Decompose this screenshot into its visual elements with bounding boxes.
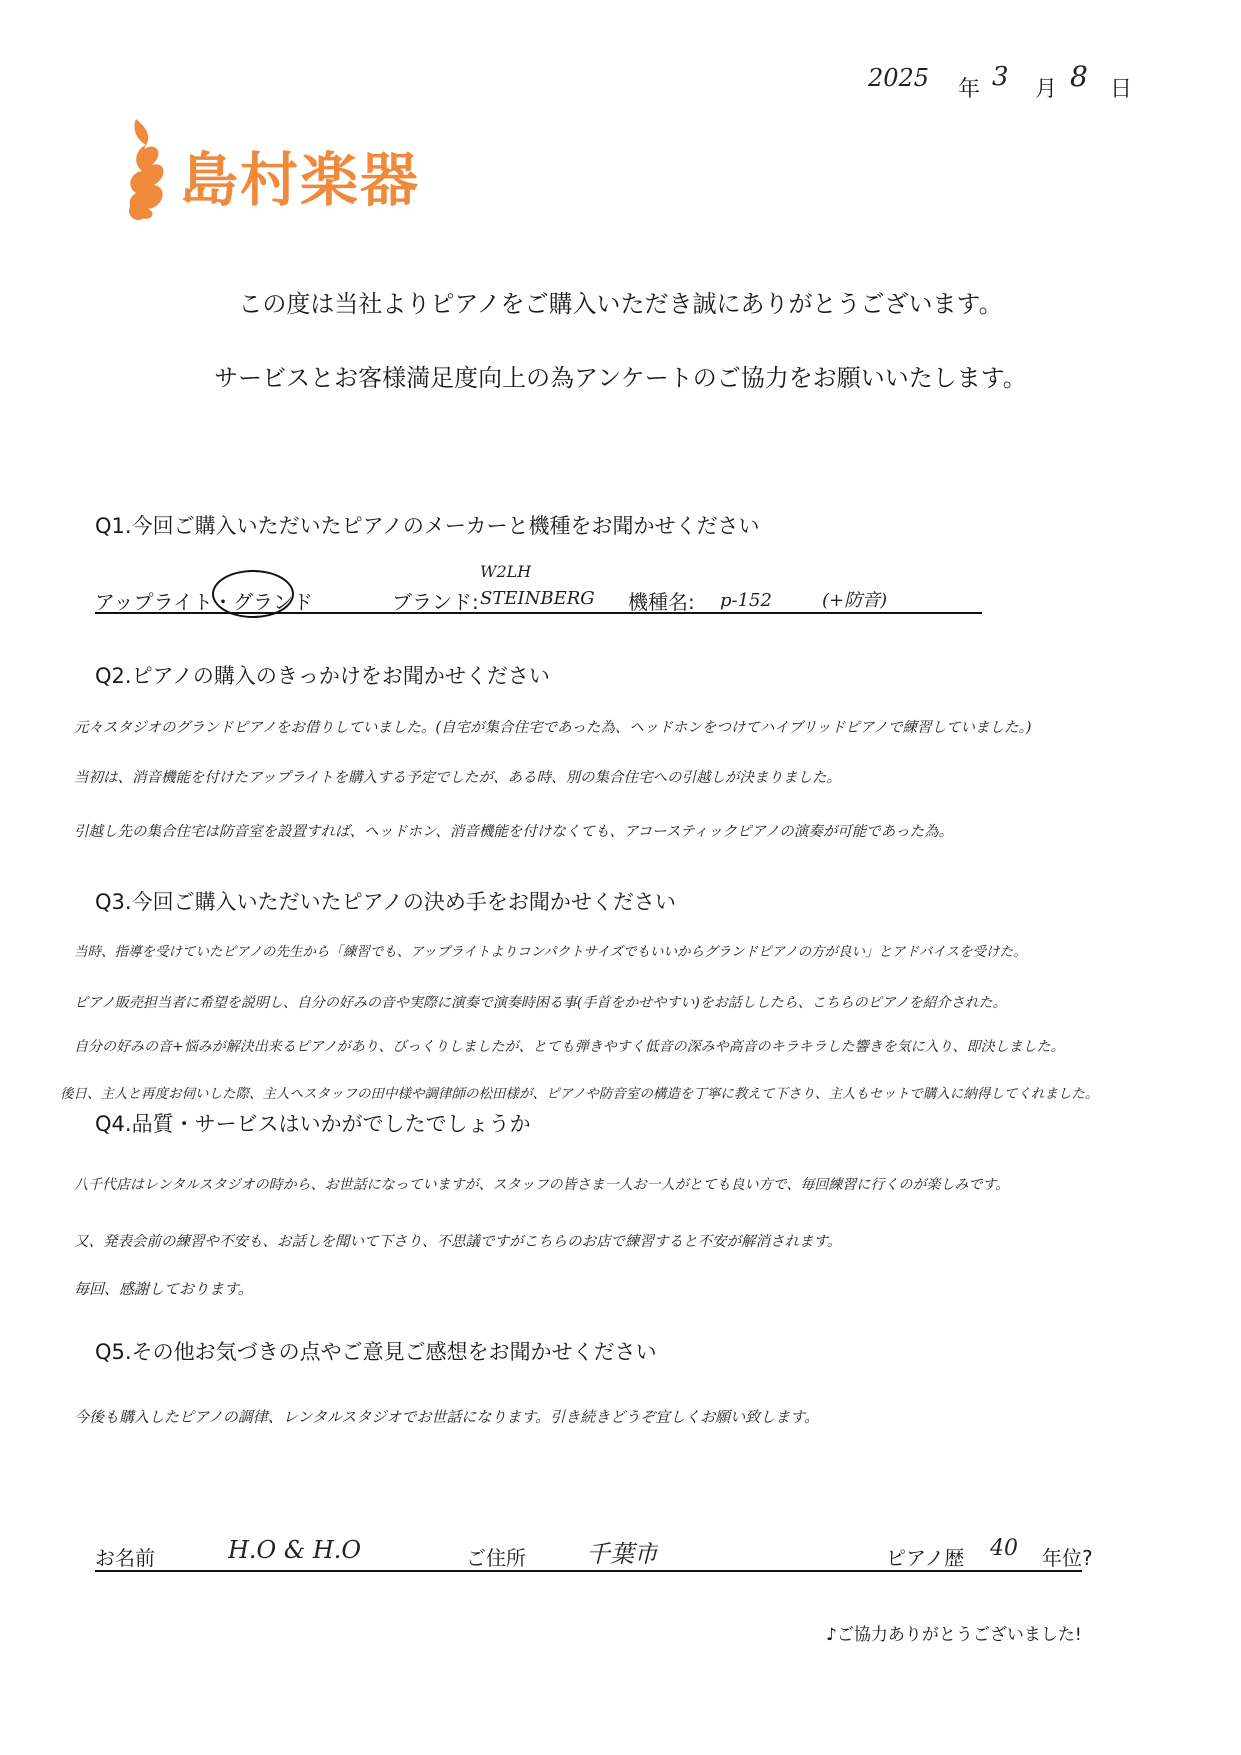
- thanks-note: ♪ご協力ありがとうございました!: [826, 1625, 1082, 1645]
- address-label: ご住所: [466, 1546, 526, 1570]
- q2-answer: 元々スタジオのグランドピアノをお借りしていました。(自宅が集合住宅であった為、ヘッドホンをつけてハイブリッドピアノで練習していました。): [74, 720, 1032, 736]
- piano-history-unit: 年位?: [1042, 1546, 1093, 1570]
- piano-history-value: 40: [990, 1536, 1018, 1561]
- q1-brand-value-top: W2LH: [480, 562, 532, 581]
- q4-answer: 又、発表会前の練習や不安も、お話しを聞いて下さり、不思議ですがこちらのお店で練習すると不安が解消されます。: [74, 1234, 842, 1250]
- q3-answer: 当時、指導を受けていたピアノの先生から「練習でも、アップライトよりコンパクトサイズでもいいからグランドピアノの方が良い」とアドバイスを受けた。: [74, 944, 1027, 960]
- q1-model-value: p-152: [720, 590, 772, 611]
- q3-answer: ピアノ販売担当者に希望を説明し、自分の好みの音や実際に演奏で演奏時困る事(手首をかせやすい)をお話ししたら、こちらのピアノを紹介された。: [74, 995, 1007, 1011]
- address-value: 千葉市: [586, 1540, 658, 1568]
- date-day-unit: 日: [1110, 77, 1133, 102]
- q1-type-label: アップライト・グランド: [95, 590, 313, 614]
- brand-name: 島村楽器: [180, 146, 421, 214]
- q5-answer: 今後も購入したピアノの調律、レンタルスタジオでお世話になります。引き続きどうぞ宜しくお願い致します。: [74, 1408, 819, 1426]
- q5-question: Q5.その他お気づきの点やご意見ご感想をお聞かせください: [95, 1340, 657, 1364]
- q1-question: Q1.今回ご購入いただいたピアノのメーカーと機種をお聞かせください: [95, 514, 760, 538]
- q1-brand-label: ブランド:: [392, 590, 479, 614]
- q2-answer: 当初は、消音機能を付けたアップライトを購入する予定でしたが、ある時、別の集合住宅への引越しが決まりました。: [74, 770, 842, 786]
- name-value: H.O & H.O: [228, 1536, 362, 1564]
- name-label: お名前: [95, 1546, 155, 1570]
- q4-answer: 八千代店はレンタルスタジオの時から、お世話になっていますが、スタッフの皆さま一人お一人がとても良い方で、毎回練習に行くのが楽しみです。: [74, 1177, 1010, 1193]
- shimamura-logo: [118, 115, 518, 225]
- intro-line-2: サービスとお客様満足度向上の為アンケートのご協力をお願いいたします。: [214, 364, 1027, 392]
- q3-answer: 自分の好みの音+悩みが解決出来るピアノがあり、びっくりしましたが、とても弾きやすく低音の深みや高音のキラキラした響きを気に入り、即決しました。: [74, 1039, 1065, 1055]
- q4-question: Q4.品質・サービスはいかがでしたでしょうか: [95, 1112, 531, 1136]
- q1-model-extra: (+防音): [822, 590, 888, 611]
- q3-question: Q3.今回ご購入いただいたピアノの決め手をお聞かせください: [95, 890, 676, 914]
- date-month-unit: 月: [1035, 77, 1058, 102]
- piano-history-label: ピアノ歴: [886, 1546, 965, 1570]
- q2-question: Q2.ピアノの購入のきっかけをお聞かせください: [95, 664, 550, 688]
- date-day: 8: [1070, 60, 1088, 93]
- q1-model-label: 機種名:: [628, 590, 695, 614]
- q4-answer: 毎回、感謝しております。: [74, 1280, 253, 1298]
- date-year: 2025: [868, 64, 930, 92]
- logo-mark-icon: [118, 115, 178, 225]
- intro-line-1: この度は当社よりピアノをご購入いただき誠にありがとうございます。: [238, 290, 1003, 318]
- date-year-unit: 年: [958, 77, 981, 102]
- survey-date: [860, 62, 1160, 112]
- q1-brand-value: STEINBERG: [480, 588, 595, 609]
- grand-selection-circle: [212, 570, 294, 618]
- q2-answer: 引越し先の集合住宅は防音室を設置すれば、ヘッドホン、消音機能を付けなくても、アコースティックピアノの演奏が可能であった為。: [74, 824, 954, 840]
- q3-answer: 後日、主人と再度お伺いした際、主人へスタッフの田中様や調律師の松田様が、ピアノや防音室の構造を丁寧に教えて下さり、主人もセットで購入に納得してくれました。: [60, 1086, 1099, 1102]
- date-month: 3: [992, 62, 1009, 92]
